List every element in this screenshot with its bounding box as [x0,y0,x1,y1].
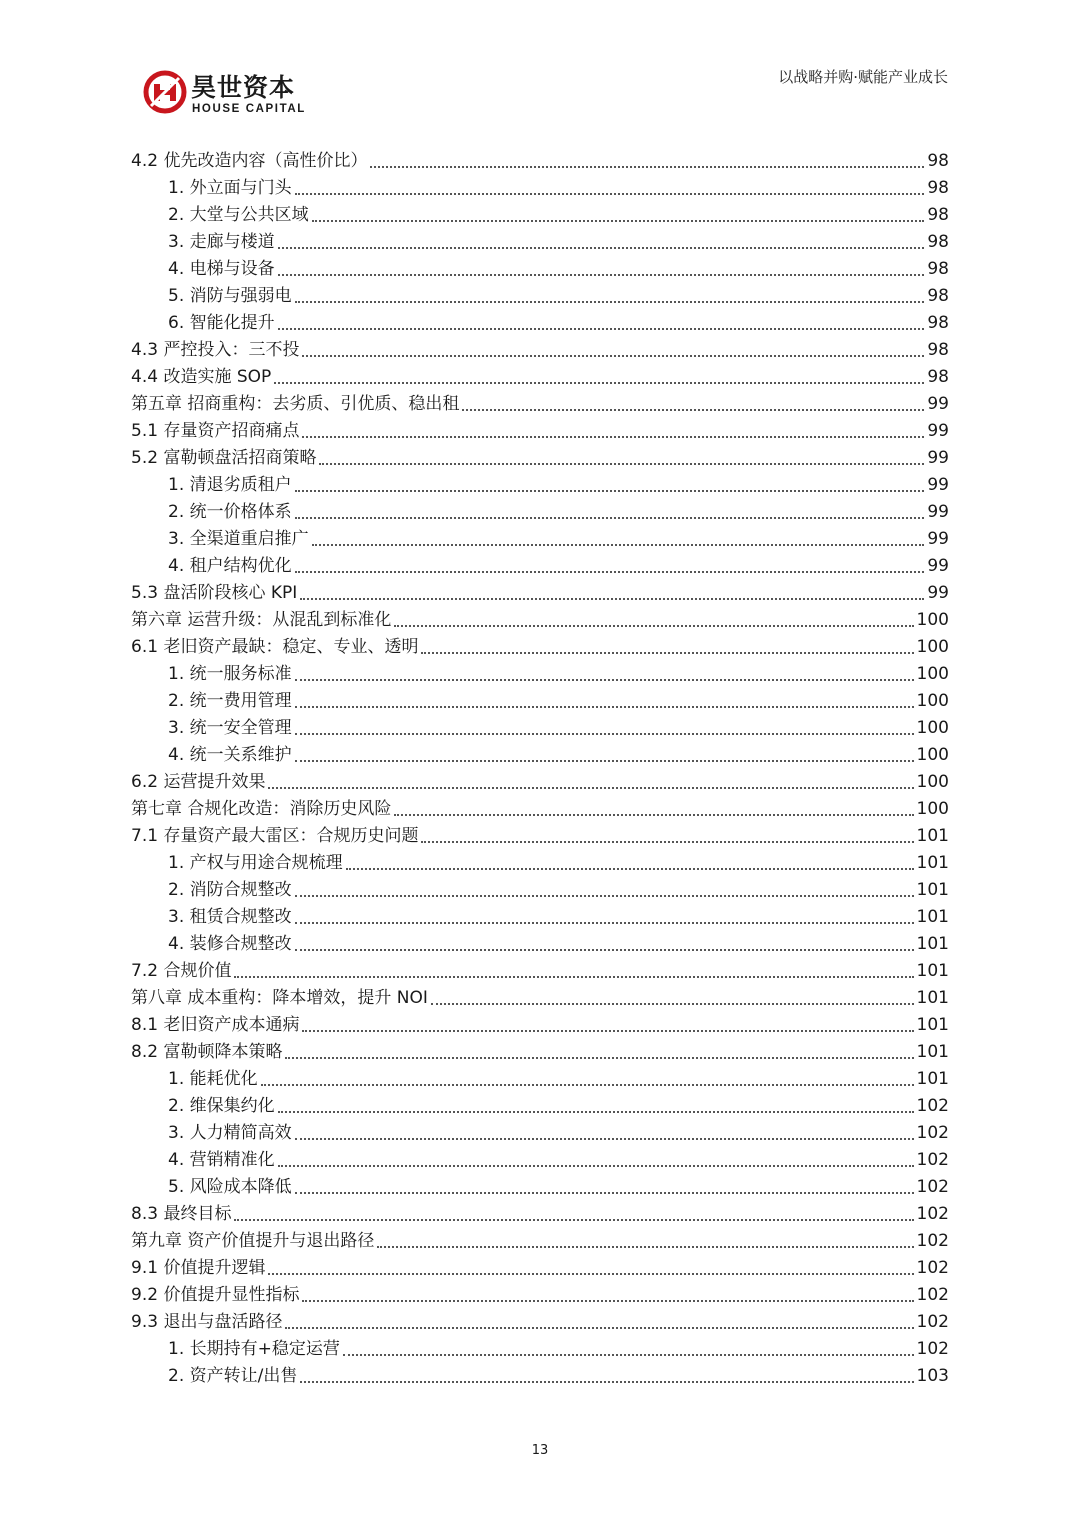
toc-entry-page: 98 [927,151,949,171]
toc-dot-leader [261,1066,914,1086]
toc-dot-leader [278,256,925,276]
toc-entry-title: 1. 能耗优化 [168,1069,258,1089]
toc-entry[interactable] [131,391,949,418]
toc-entry-title: 9.3 退出与盘活路径 [131,1312,283,1332]
toc-dot-leader [285,1039,913,1059]
toc-entry-title: 7.1 存量资产最大雷区：合规历史问题 [131,826,419,846]
toc-dot-leader [431,985,914,1005]
logo-english-name: HOUSE CAPITAL [192,103,306,115]
toc-entry-page: 99 [927,475,949,495]
toc-entry-page: 101 [916,826,949,846]
toc-entry-page: 101 [916,988,949,1008]
toc-dot-leader [346,850,914,870]
toc-entry-page: 99 [927,448,949,468]
toc-entry-page: 99 [927,529,949,549]
toc-entry-title: 2. 消防合规整改 [168,880,292,900]
toc-dot-leader [300,580,924,600]
toc-entry-title: 5. 消防与强弱电 [168,286,292,306]
toc-dot-leader [312,526,925,546]
toc-entry-title: 1. 清退劣质租户 [168,475,292,495]
toc-entry[interactable] [131,904,949,931]
toc-dot-leader [278,1093,914,1113]
toc-dot-leader [394,607,913,627]
toc-entry-page: 98 [927,367,949,387]
toc-entry-title: 2. 维保集约化 [168,1096,275,1116]
toc-entry-page: 101 [916,1042,949,1062]
toc-entry-title: 1. 统一服务标准 [168,664,292,684]
logo-emblem-icon [143,70,187,114]
toc-entry-title: 4. 装修合规整改 [168,934,292,954]
toc-dot-leader [268,769,913,789]
toc-entry-page: 102 [916,1150,949,1170]
toc-dot-leader [278,229,925,249]
toc-entry[interactable] [131,634,949,661]
toc-entry[interactable] [131,1066,949,1093]
toc-entry[interactable] [131,985,949,1012]
toc-entry-title: 1. 长期持有+稳定运营 [168,1339,340,1359]
toc-entry[interactable] [131,175,949,202]
toc-entry-title: 8.1 老旧资产成本通病 [131,1015,300,1035]
toc-dot-leader [302,337,924,357]
toc-entry[interactable] [131,823,949,850]
toc-entry-page: 99 [927,583,949,603]
toc-entry[interactable] [131,769,949,796]
toc-entry-page: 101 [916,934,949,954]
toc-dot-leader [295,877,914,897]
toc-entry[interactable] [131,607,949,634]
page-header [0,0,1080,130]
toc-entry-page: 98 [927,232,949,252]
toc-entry-title: 3. 走廊与楼道 [168,232,275,252]
toc-entry-page: 100 [916,772,949,792]
toc-entry-page: 99 [927,556,949,576]
toc-entry[interactable] [131,1120,949,1147]
toc-entry-page: 101 [916,907,949,927]
toc-entry-page: 102 [916,1177,949,1197]
toc-dot-leader [421,823,913,843]
toc-entry[interactable] [131,526,949,553]
toc-entry-page: 99 [927,394,949,414]
toc-entry-title: 8.3 最终目标 [131,1204,232,1224]
toc-entry-page: 100 [916,691,949,711]
toc-entry-title: 8.2 富勒顿降本策略 [131,1042,283,1062]
toc-entry-title: 5. 风险成本降低 [168,1177,292,1197]
toc-entry[interactable] [131,1228,949,1255]
toc-entry-page: 102 [916,1312,949,1332]
toc-dot-leader [295,715,914,735]
toc-entry[interactable] [131,688,949,715]
toc-entry[interactable] [131,337,949,364]
toc-dot-leader [295,499,925,519]
toc-entry-title: 2. 资产转让/出售 [168,1366,298,1386]
toc-entry[interactable] [131,1201,949,1228]
toc-dot-leader [285,1309,913,1329]
toc-entry[interactable] [131,1012,949,1039]
toc-entry[interactable] [131,1255,949,1282]
toc-entry-page: 102 [916,1258,949,1278]
toc-entry-page: 98 [927,259,949,279]
toc-dot-leader [295,1174,914,1194]
toc-entry-title: 6.2 运营提升效果 [131,772,266,792]
toc-entry-title: 4. 租户结构优化 [168,556,292,576]
toc-entry[interactable] [131,148,949,175]
toc-entry-title: 3. 统一安全管理 [168,718,292,738]
toc-entry-title: 4. 营销精准化 [168,1150,275,1170]
toc-dot-leader [295,553,925,573]
table-of-contents [131,148,949,1390]
toc-entry-page: 98 [927,340,949,360]
toc-entry[interactable] [131,580,949,607]
toc-dot-leader [278,1147,914,1167]
page-number: 13 [531,1443,549,1458]
toc-entry[interactable] [131,796,949,823]
toc-entry[interactable] [131,499,949,526]
toc-entry-title: 2. 大堂与公共区域 [168,205,309,225]
toc-entry-page: 101 [916,1069,949,1089]
toc-entry-page: 100 [916,718,949,738]
toc-entry-title: 4.3 严控投入：三不投 [131,340,300,360]
toc-entry[interactable] [131,445,949,472]
toc-dot-leader [312,202,925,222]
toc-entry[interactable] [131,310,949,337]
toc-entry-page: 101 [916,853,949,873]
toc-dot-leader [319,445,924,465]
toc-dot-leader [370,148,924,168]
house-capital-logo [143,70,333,120]
toc-dot-leader [295,175,925,195]
toc-dot-leader [421,634,913,654]
toc-entry[interactable] [131,1147,949,1174]
toc-entry-page: 98 [927,313,949,333]
toc-entry-page: 98 [927,205,949,225]
toc-entry[interactable] [131,1174,949,1201]
toc-dot-leader [274,364,924,384]
toc-entry[interactable] [131,472,949,499]
toc-entry-page: 100 [916,745,949,765]
toc-entry-title: 4. 统一关系维护 [168,745,292,765]
toc-dot-leader [300,1363,913,1383]
toc-entry[interactable] [131,661,949,688]
toc-dot-leader [268,1255,913,1275]
toc-dot-leader [295,742,914,762]
toc-entry-title: 3. 租赁合规整改 [168,907,292,927]
toc-entry-page: 102 [916,1123,949,1143]
toc-entry-title: 3. 全渠道重启推广 [168,529,309,549]
toc-entry-page: 100 [916,610,949,630]
toc-dot-leader [302,1282,913,1302]
toc-dot-leader [302,1012,913,1032]
toc-entry-title: 6.1 老旧资产最缺：稳定、专业、透明 [131,637,419,657]
toc-entry-title: 5.1 存量资产招商痛点 [131,421,300,441]
toc-entry[interactable] [131,418,949,445]
toc-entry-title: 9.1 价值提升逻辑 [131,1258,266,1278]
toc-entry-title: 第六章 运营升级：从混乱到标准化 [131,610,392,630]
toc-entry[interactable] [131,931,949,958]
toc-entry-title: 2. 统一费用管理 [168,691,292,711]
toc-entry[interactable] [131,1039,949,1066]
toc-entry-title: 1. 产权与用途合规梳理 [168,853,343,873]
toc-entry-title: 第五章 招商重构：去劣质、引优质、稳出租 [131,394,460,414]
toc-entry-title: 第九章 资产价值提升与退出路径 [131,1231,375,1251]
toc-entry-page: 100 [916,664,949,684]
toc-dot-leader [295,472,925,492]
toc-dot-leader [295,283,925,303]
toc-dot-leader [295,661,914,681]
toc-entry[interactable] [131,1282,949,1309]
toc-dot-leader [234,1201,913,1221]
toc-entry-page: 101 [916,961,949,981]
toc-dot-leader [394,796,913,816]
toc-entry[interactable] [131,553,949,580]
toc-entry[interactable] [131,229,949,256]
toc-entry-title: 3. 人力精简高效 [168,1123,292,1143]
header-slogan: 以战略并购·赋能产业成长 [778,68,948,86]
logo-chinese-name: 昊世资本 [191,73,296,102]
toc-entry[interactable] [131,877,949,904]
toc-entry[interactable] [131,1093,949,1120]
toc-entry[interactable] [131,202,949,229]
toc-entry[interactable] [131,1336,949,1363]
toc-entry-page: 99 [927,502,949,522]
toc-entry[interactable] [131,850,949,877]
toc-entry-title: 5.3 盘活阶段核心 KPI [131,583,298,603]
toc-entry[interactable] [131,283,949,310]
toc-entry-page: 101 [916,880,949,900]
toc-entry-title: 第八章 成本重构：降本增效，提升 NOI [131,988,428,1008]
toc-dot-leader [278,310,925,330]
toc-entry[interactable] [131,1309,949,1336]
toc-entry-title: 4.2 优先改造内容（高性价比） [131,151,368,171]
toc-dot-leader [295,1120,914,1140]
toc-dot-leader [295,904,914,924]
toc-entry-page: 102 [916,1096,949,1116]
toc-entry-title: 6. 智能化提升 [168,313,275,333]
toc-entry-title: 9.2 价值提升显性指标 [131,1285,300,1305]
toc-dot-leader [343,1336,914,1356]
toc-dot-leader [462,391,924,411]
toc-entry[interactable] [131,256,949,283]
toc-entry-title: 5.2 富勒顿盘活招商策略 [131,448,317,468]
toc-dot-leader [377,1228,913,1248]
toc-entry-page: 100 [916,799,949,819]
toc-entry-title: 4.4 改造实施 SOP [131,367,272,387]
toc-entry-page: 100 [916,637,949,657]
toc-entry-title: 第七章 合规化改造：消除历史风险 [131,799,392,819]
toc-entry[interactable] [131,958,949,985]
toc-entry-title: 1. 外立面与门头 [168,178,292,198]
toc-entry-page: 98 [927,178,949,198]
toc-dot-leader [234,958,913,978]
toc-entry-page: 102 [916,1339,949,1359]
toc-entry[interactable] [131,1363,949,1390]
toc-entry-title: 4. 电梯与设备 [168,259,275,279]
toc-entry[interactable] [131,715,949,742]
toc-entry[interactable] [131,364,949,391]
toc-dot-leader [302,418,924,438]
toc-entry-page: 101 [916,1015,949,1035]
toc-entry-page: 102 [916,1231,949,1251]
toc-entry[interactable] [131,742,949,769]
toc-entry-title: 2. 统一价格体系 [168,502,292,522]
toc-entry-title: 7.2 合规价值 [131,961,232,981]
toc-dot-leader [295,931,914,951]
toc-dot-leader [295,688,914,708]
toc-entry-page: 102 [916,1204,949,1224]
toc-entry-page: 98 [927,286,949,306]
toc-entry-page: 103 [916,1366,949,1386]
toc-entry-page: 102 [916,1285,949,1305]
toc-entry-page: 99 [927,421,949,441]
